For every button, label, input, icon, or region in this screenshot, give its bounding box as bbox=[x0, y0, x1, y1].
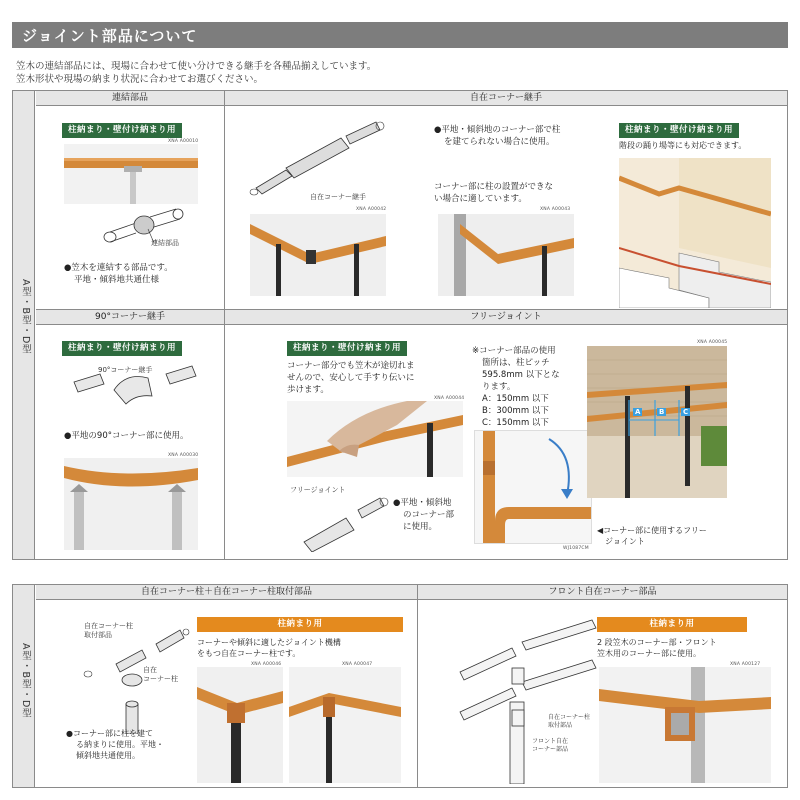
renketsu-part-diagram bbox=[96, 205, 196, 259]
ninety-desc: ●平地の90°コーナー部に使用。 bbox=[64, 431, 189, 441]
header-corner-post: 自在コーナー柱＋自在コーナー柱取付部品 bbox=[36, 585, 417, 600]
jizai-callout: 自在コーナー継手 bbox=[310, 193, 366, 201]
corner-post-callout-1: 自在コーナー柱 取付部品 bbox=[84, 622, 133, 639]
jizai-photo-2 bbox=[438, 214, 574, 296]
free-part-diagram bbox=[284, 492, 394, 552]
front-callout-1: 自在コーナー柱 取付部品 bbox=[548, 714, 591, 729]
front-code: XNA A00127 bbox=[730, 662, 761, 667]
front-desc: 2 段笠木のコーナー部・フロント 笠木用のコーナー部に使用。 bbox=[597, 638, 717, 658]
front-callout-2: フロント自在 コーナー部品 bbox=[532, 738, 569, 753]
free-desc: コーナー部分でも笠木が途切れま せんので、安心して手すり伝いに 歩けます。 bbox=[287, 361, 415, 395]
renketsu-photo bbox=[64, 144, 198, 204]
renketsu-callout: 連結部品 bbox=[151, 239, 179, 247]
free-code-3: WJ1087CM bbox=[563, 546, 589, 551]
corner-post-photo-1 bbox=[197, 667, 283, 783]
renketsu-badge: 柱納まり・壁付け納まり用 bbox=[62, 123, 182, 138]
intro-line-1: 笠木の連結部品には、現場に合わせて使い分けできる継手を各種品揃えしています。 bbox=[16, 61, 377, 72]
ninety-badge: 柱納まり・壁付け納まり用 bbox=[62, 341, 182, 356]
jizai-desc-3: 階段の踊り場等にも対応できます。 bbox=[619, 141, 747, 150]
front-photo bbox=[599, 667, 771, 783]
jizai-part-diagram bbox=[246, 118, 386, 198]
intro-line-2: 笠木形状や現場の納まり状況に合わせてお選びください。 bbox=[16, 74, 264, 85]
corner-post-photo-2 bbox=[289, 667, 401, 783]
front-badge: 柱納まり用 bbox=[597, 617, 747, 632]
section-title-bar bbox=[12, 22, 788, 48]
free-badge: 柱納まり・壁付け納まり用 bbox=[287, 341, 407, 356]
free-code-1: XNA A00044 bbox=[434, 396, 465, 401]
renketsu-desc: ●笠木を連結する部品です。 平地・傾斜地共通仕様 bbox=[64, 263, 173, 285]
front-part-diagram bbox=[452, 612, 600, 784]
corner-post-desc: コーナーや傾斜に適したジョイント機構 をもつ自在コーナー柱です。 bbox=[197, 638, 341, 658]
corner-post-callout-2: 自在 コーナー柱 bbox=[143, 666, 178, 683]
jizai-badge: 柱納まり・壁付け納まり用 bbox=[619, 123, 739, 138]
header-ninety: 90°コーナー継手 bbox=[36, 310, 224, 325]
jizai-desc-1: ●平地・傾斜地のコーナー部で柱 を建てられない場合に使用。 bbox=[434, 125, 561, 147]
free-note: ※コーナー部品の使用 箇所は、柱ピッチ 595.8mm 以下とな ります。 bbox=[472, 346, 560, 392]
intro-text bbox=[16, 60, 376, 86]
header-jizai: 自在コーナー継手 bbox=[225, 91, 787, 106]
free-joint-closeup bbox=[474, 430, 592, 544]
free-photo bbox=[287, 401, 463, 477]
corner-post-desc-2: ●コーナー部に柱を建て る納まりに使用。平地・ 傾斜地共通使用。 bbox=[66, 729, 164, 760]
jizai-desc-2: コーナー部に柱の設置ができな い場合に適しています。 bbox=[434, 182, 554, 204]
dim-letter-b: B bbox=[659, 408, 665, 416]
free-callout: フリージョイント bbox=[290, 486, 346, 494]
header-free: フリージョイント bbox=[225, 310, 787, 325]
corner-post-badge: 柱納まり用 bbox=[197, 617, 403, 632]
free-caption: ◀コーナー部に使用するフリー ジョイント bbox=[597, 526, 707, 546]
free-code-2: XNA A00045 bbox=[697, 340, 728, 345]
corner-post-diagram bbox=[76, 614, 196, 734]
header-renketsu: 連結部品 bbox=[36, 91, 224, 106]
corner-post-code-2: XNA A00047 bbox=[342, 662, 373, 667]
renketsu-rail-illustration bbox=[64, 144, 198, 204]
jizai-photo-1 bbox=[250, 214, 386, 296]
ninety-photo bbox=[64, 458, 198, 550]
header-front: フロント自在コーナー部品 bbox=[418, 585, 787, 600]
ninety-code: XNA A00030 bbox=[168, 453, 199, 458]
upper-side-label: A型・B型・D型 bbox=[13, 91, 35, 559]
lower-side-label: A型・B型・D型 bbox=[13, 585, 35, 787]
renketsu-code: XNA A00010 bbox=[168, 139, 199, 144]
corner-post-code-1: XNA A00046 bbox=[251, 662, 282, 667]
free-site-photo bbox=[587, 346, 727, 498]
section-title: ジョイント部品について bbox=[22, 27, 198, 45]
dim-letter-a: A bbox=[635, 408, 641, 416]
dim-letter-c: C bbox=[683, 408, 689, 416]
jizai-code-2: XNA A00043 bbox=[540, 207, 571, 212]
free-dims: A：150mm 以下 B：300mm 以下 C：150mm 以下 bbox=[482, 394, 549, 428]
jizai-code-1: XNA A00042 bbox=[356, 207, 387, 212]
free-desc-2: ●平地・傾斜地 のコーナー部 に使用。 bbox=[393, 498, 455, 532]
jizai-photo-stairs bbox=[619, 158, 771, 308]
ninety-callout: 90°コーナー継手 bbox=[98, 366, 153, 374]
